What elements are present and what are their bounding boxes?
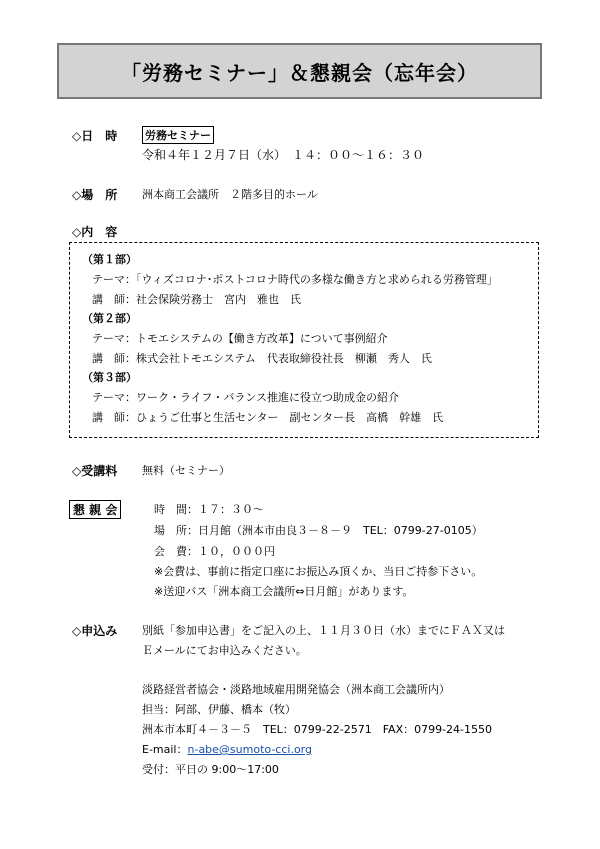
contact-staff: 担当：阿部、伊藤、橋本（牧） [142, 703, 296, 716]
part1-theme: テーマ：「ウィズコロナ･ポストコロナ時代の多様な働き方と求められる労務管理」 [92, 273, 498, 286]
datetime-label: ◇日 時 [72, 129, 118, 143]
part2-lecturer: 講 師：株式会社トモエシステム 代表取締役社長 柳瀬 秀人 氏 [92, 352, 432, 365]
content-box [69, 242, 539, 438]
contact-hours: 受付：平日の 9:00～17:00 [142, 763, 279, 776]
email-link[interactable]: n-abe@sumoto-cci.org [187, 743, 312, 756]
event-name: 労務セミナー [142, 126, 214, 144]
contact-address: 洲本市本町４－３－５ TEL：0799-22-2571 FAX：0799-24-1550 [142, 723, 493, 736]
contact-org: 淡路経営者協会・淡路地域雇用開発協会（洲本商工会議所内） [142, 683, 450, 696]
party-note2: ※送迎バス「洲本商工会議所⇔日月館」があります。 [154, 585, 414, 598]
part3-lecturer: 講 師：ひょうご仕事と生活センター 副センター長 高橋 幹雄 氏 [92, 411, 444, 424]
part2-heading: （第２部） [82, 312, 137, 325]
datetime-value: 令和４年１２月７日（水） １４：００～１６：３０ [142, 148, 425, 162]
fee-value: 無料（セミナー） [142, 464, 230, 477]
email-label: E-mail： [142, 743, 188, 756]
apply-line2: Ｅメールにてお申込みください。 [142, 644, 307, 657]
apply-line1: 別紙「参加申込書」をご記入の上、１１月３０日（水）までにＦＡＸ又は [142, 624, 505, 637]
page-title: 「労務セミナー」＆懇親会（忘年会） [121, 60, 478, 85]
party-time: 時 間：１７：３０～ [154, 503, 264, 516]
party-cost: 会 費：１０，０００円 [154, 545, 275, 558]
part3-heading: （第３部） [82, 371, 137, 384]
venue-value: 洲本商工会議所 ２階多目的ホール [142, 188, 318, 201]
part2-theme: テーマ：トモエシステムの【働き方改革】について事例紹介 [92, 332, 388, 345]
party-label: 懇 親 会 [69, 500, 121, 519]
part3-theme: テーマ：ワーク・ライフ・バランス推進に役立つ助成金の紹介 [92, 391, 400, 404]
apply-label: ◇申込み [72, 624, 118, 638]
party-note1: ※会費は、事前に指定口座にお振込み頂くか、当日ご持参下さい。 [154, 565, 483, 578]
part1-lecturer: 講 師：社会保険労務士 宮内 雅也 氏 [92, 293, 301, 306]
part1-heading: （第１部） [82, 253, 137, 266]
party-place: 場 所：日月館（洲本市由良３－８－９ TEL：0799-27-0105） [154, 524, 483, 537]
fee-label: ◇受講料 [72, 464, 118, 478]
title-banner [57, 43, 542, 99]
content-label: ◇内 容 [72, 225, 118, 239]
contact-email-row [142, 741, 312, 757]
venue-label: ◇場 所 [72, 188, 118, 202]
